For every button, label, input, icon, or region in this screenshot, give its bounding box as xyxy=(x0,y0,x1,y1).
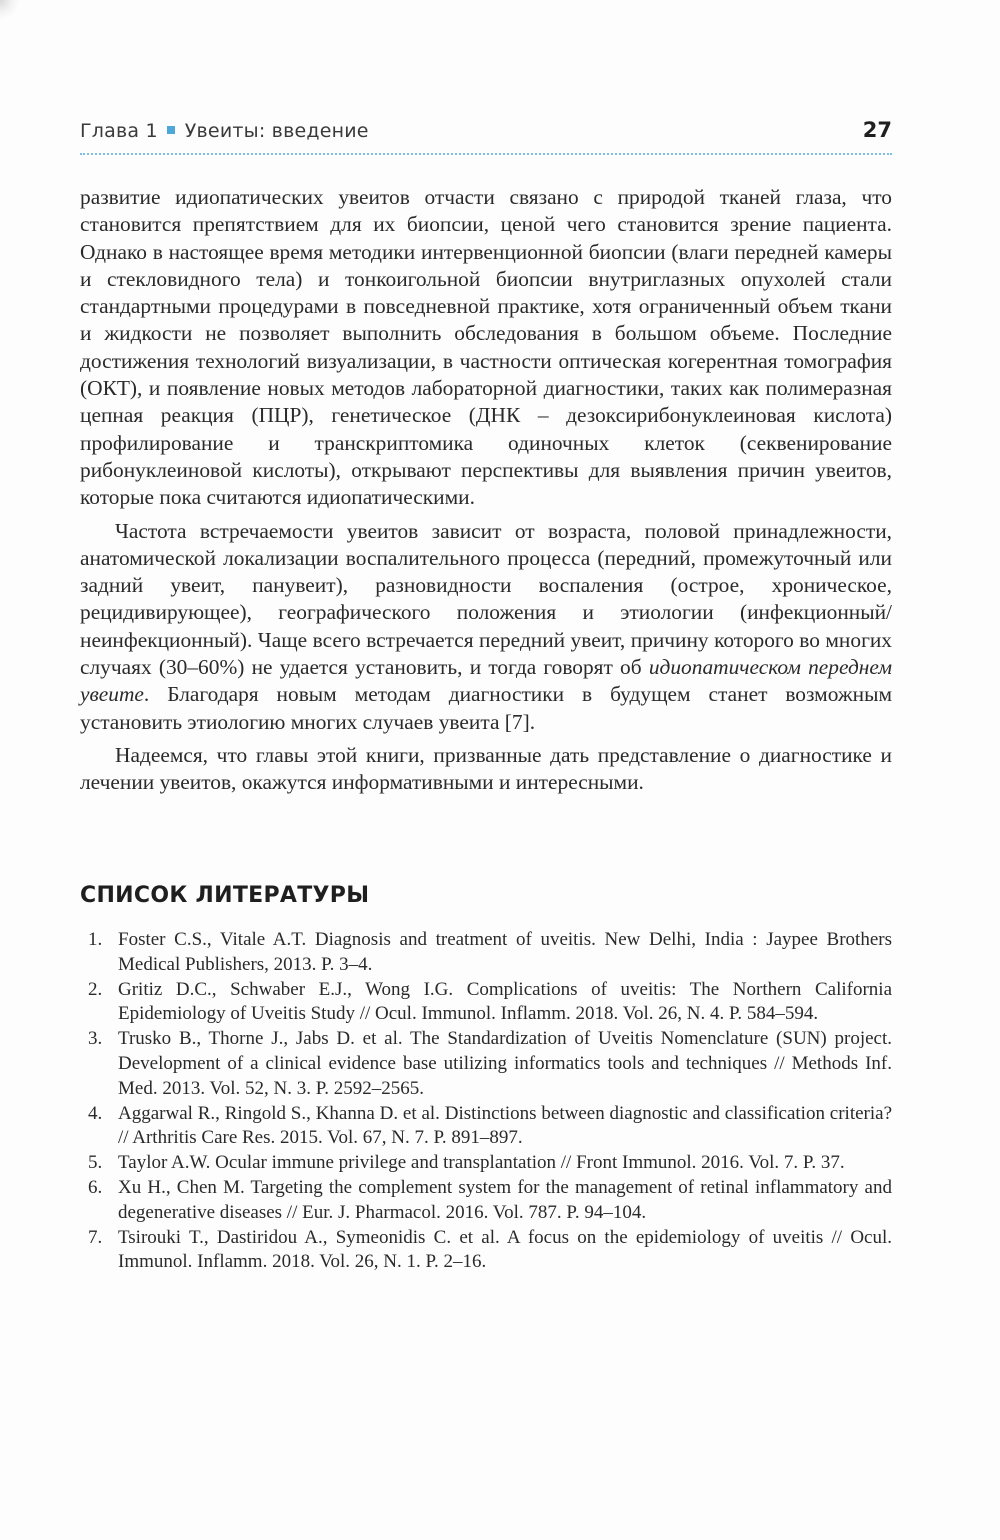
reference-item xyxy=(80,1151,892,1176)
paragraph-3: Надеемся, что главы этой книги, призванные дать представление о диагностике и лечении увеитов, окажутся информативными и интересными. xyxy=(80,742,892,795)
reference-number: 3. xyxy=(88,1028,103,1050)
reference-item xyxy=(80,1176,892,1226)
paragraph-2-emphasis: идиопатическом переднем увеите xyxy=(80,655,893,707)
reference-item xyxy=(80,1102,892,1152)
reference-item xyxy=(80,928,892,978)
square-bullet-icon xyxy=(167,126,175,134)
reference-text: Tsirouki T., Dastiridou A., Symeonidis C. et al. A focus on the epidemiology of uveitis // Ocul. Immunol. Inflamm. 2018. Vol. 26, N. 1. P. 2–16. xyxy=(118,1226,892,1273)
reference-item xyxy=(80,1226,892,1276)
paragraph-2 xyxy=(80,518,892,736)
paragraph-2-end: . Благодаря новым методам диагностики в будущем станет возможным установить этиологию многих случаев увеита [7]. xyxy=(80,682,892,734)
page-corner-shadow xyxy=(0,0,20,20)
page-number: 27 xyxy=(862,118,892,142)
reference-number: 1. xyxy=(88,929,103,950)
reference-text: Aggarwal R., Ringold S., Khanna D. et al. Distinctions between diagnostic and classification criteria? // Arthritis Care Res. 2015. Vol. 67, N. 7. P. 891–897. xyxy=(118,1102,892,1149)
chapter-heading xyxy=(80,120,369,142)
body-text xyxy=(80,184,892,797)
chapter-title: Увеиты: введение xyxy=(184,120,369,142)
references-heading: СПИСОК ЛИТЕРАТУРЫ xyxy=(80,883,370,908)
reference-item xyxy=(80,1027,892,1101)
reference-number: 5. xyxy=(88,1152,103,1174)
reference-text: Trusko B., Thorne J., Jabs D. et al. The Standardization of Uveitis Nomenclature (SUN) project. Development of a clinical evidence base utilizing informatics tools and techniques // Methods Inf. Med. 2013. Vol. 52, N. 3. P. 2592–2565. xyxy=(118,1028,892,1099)
reference-text: Foster C.S., Vitale A.T. Diagnosis and treatment of uveitis. New Delhi, India : Jaypee Brothers Medical Publishers, 2013. P. 3–4. xyxy=(118,929,892,975)
reference-number: 6. xyxy=(88,1176,103,1198)
reference-number: 2. xyxy=(88,978,103,1000)
chapter-label: Глава 1 xyxy=(80,120,158,142)
reference-text: Xu H., Chen M. Targeting the complement system for the management of retinal inflammatory and degenerative diseases // Eur. J. Pharmacol. 2016. Vol. 787. P. 94–104. xyxy=(118,1176,892,1223)
reference-text: Gritiz D.C., Schwaber E.J., Wong I.G. Complications of uveitis: The Northern California Epidemiology of Uveitis Study // Ocul. Immunol. Inflamm. 2018. Vol. 26, N. 4. P. 584–594. xyxy=(118,978,892,1025)
reference-text: Taylor A.W. Ocular immune privilege and transplantation // Front Immunol. 2016. Vol. 7. P. 37. xyxy=(118,1152,845,1174)
header-divider xyxy=(80,153,892,155)
reference-item xyxy=(80,978,892,1028)
paragraph-1: развитие идиопатических увеитов отчасти связано с природой тканей глаза, что становится препятствием для их биопсии, ценой чего становится зрение пациента. Однако в настоящее время методики интервенционной биопсии (влаги передней камеры и стекловидного тела) и тонкоигольной биопсии внутриглазных опухолей стали стандартными процедурами в повседневной практике, хотя ограниченный объем ткани и жидкости не позволяет выполнить обследования в большом объеме. Последние достижения технологий визуализации, в частности оптическая когерентная томография (ОКТ), и появление новых методов лабораторной диагностики, таких как полимеразная цепная реакция (ПЦР), генетическое (ДНК – дезоксирибонуклеиновая кислота) профилирование и транскриптомика одиночных клеток (секвенирование рибонуклеиновой кислоты), открывают перспективы для выявления причин увеитов, которые пока считаются идиопатическими. xyxy=(80,185,892,510)
reference-number: 7. xyxy=(88,1226,103,1248)
references-list xyxy=(80,928,892,1275)
paragraph-2-start: Частота встречаемости увеитов зависит от возраста, половой принадлежности, анатомической локализации воспалительного процесса (передний, промежуточный или задний увеит, панувеит), разновидности воспаления (острое, хроническое, рецидивирующее), географического положения и этиологии (инфекционный/неинфекционный). Чаще всего встречается передний увеит, причину которого во многих случаях (30–60%) не удается установить, и тогда говорят об xyxy=(80,518,892,680)
running-head xyxy=(80,118,892,148)
reference-number: 4. xyxy=(88,1102,103,1124)
